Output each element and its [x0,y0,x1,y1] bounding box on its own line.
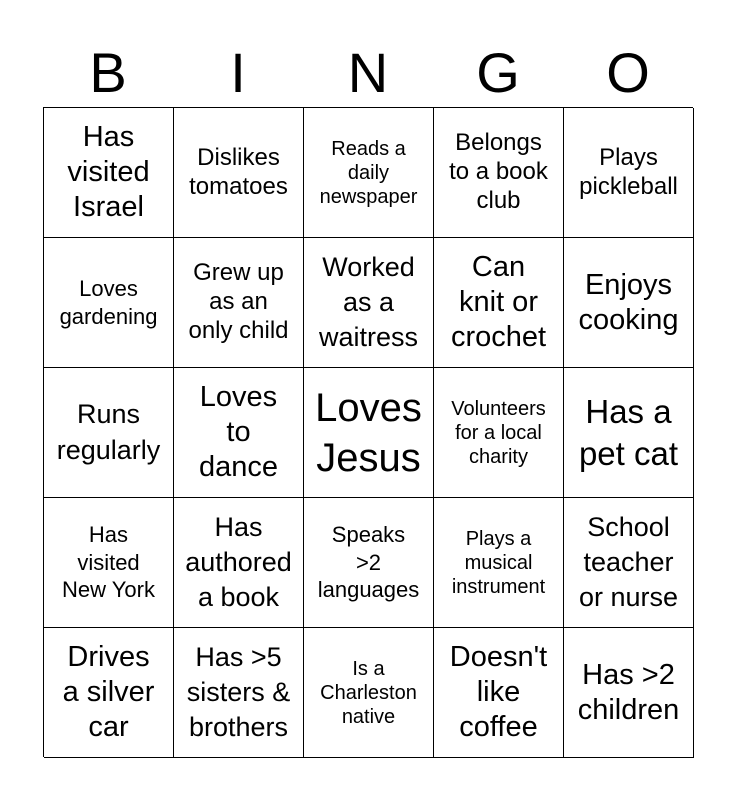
bingo-cell[interactable] [564,628,694,758]
bingo-cell[interactable] [304,498,434,628]
bingo-cell[interactable] [44,238,174,368]
cell-text: Has >5 sisters & brothers [186,641,291,743]
bingo-cell[interactable] [174,498,304,628]
cell-text: Plays a musical instrument [451,527,546,598]
cell-text: Runs regularly [56,399,161,465]
cell-text: Has >2 children [577,658,680,726]
bingo-cell[interactable] [174,238,304,368]
header-letter-i: I [230,41,246,104]
header-letter-o: O [606,41,650,104]
cell-text: Doesn't like coffee [449,641,548,743]
cell-text: Dislikes tomatoes [189,143,288,200]
bingo-cell[interactable] [564,368,694,498]
bingo-cell[interactable] [174,628,304,758]
cell-text: Has visited New York [62,522,155,603]
cell-text: Worked as a waitress [318,251,419,353]
cell-text: Loves gardening [59,276,158,329]
cell-text: Can knit or crochet [450,251,547,353]
bingo-cell[interactable] [434,108,564,238]
cell-text: Is a Charleston native [320,657,417,728]
bingo-cell[interactable] [434,368,564,498]
cell-text: Belongs to a book club [449,129,548,214]
cell-text: Reads a daily newspaper [319,137,418,208]
bingo-cell[interactable] [44,368,174,498]
cell-text: Drives a silver car [62,641,155,743]
bingo-cell[interactable] [564,498,694,628]
bingo-cell-free[interactable] [304,368,434,498]
bingo-cell[interactable] [564,108,694,238]
cell-text: Speaks >2 languages [317,522,420,603]
cell-text: Has authored a book [185,511,292,613]
bingo-cell[interactable] [434,238,564,368]
bingo-header [43,38,693,108]
bingo-cell[interactable] [564,238,694,368]
cell-text: Grew up as an only child [188,259,289,344]
cell-text: Loves Jesus [315,385,422,480]
bingo-cell[interactable] [304,628,434,758]
cell-text: Enjoys cooking [578,268,679,336]
bingo-cell[interactable] [304,238,434,368]
cell-text: Has a pet cat [578,393,679,472]
bingo-cell[interactable] [174,368,304,498]
cell-text: Loves to dance [198,381,278,483]
header-letter-g: G [476,41,520,104]
bingo-cell[interactable] [44,498,174,628]
bingo-grid [43,107,693,757]
bingo-cell[interactable] [44,628,174,758]
cell-text: Has visited Israel [67,121,150,223]
bingo-cell[interactable] [304,108,434,238]
bingo-cell[interactable] [434,498,564,628]
cell-text: Volunteers for a local charity [451,397,546,468]
header-letter-b: B [89,41,127,104]
cell-text: School teacher or nurse [578,511,679,613]
header-letter-n: N [347,41,389,104]
bingo-cell[interactable] [174,108,304,238]
cell-text: Plays pickleball [579,143,678,200]
bingo-cell[interactable] [434,628,564,758]
bingo-cell[interactable] [44,108,174,238]
